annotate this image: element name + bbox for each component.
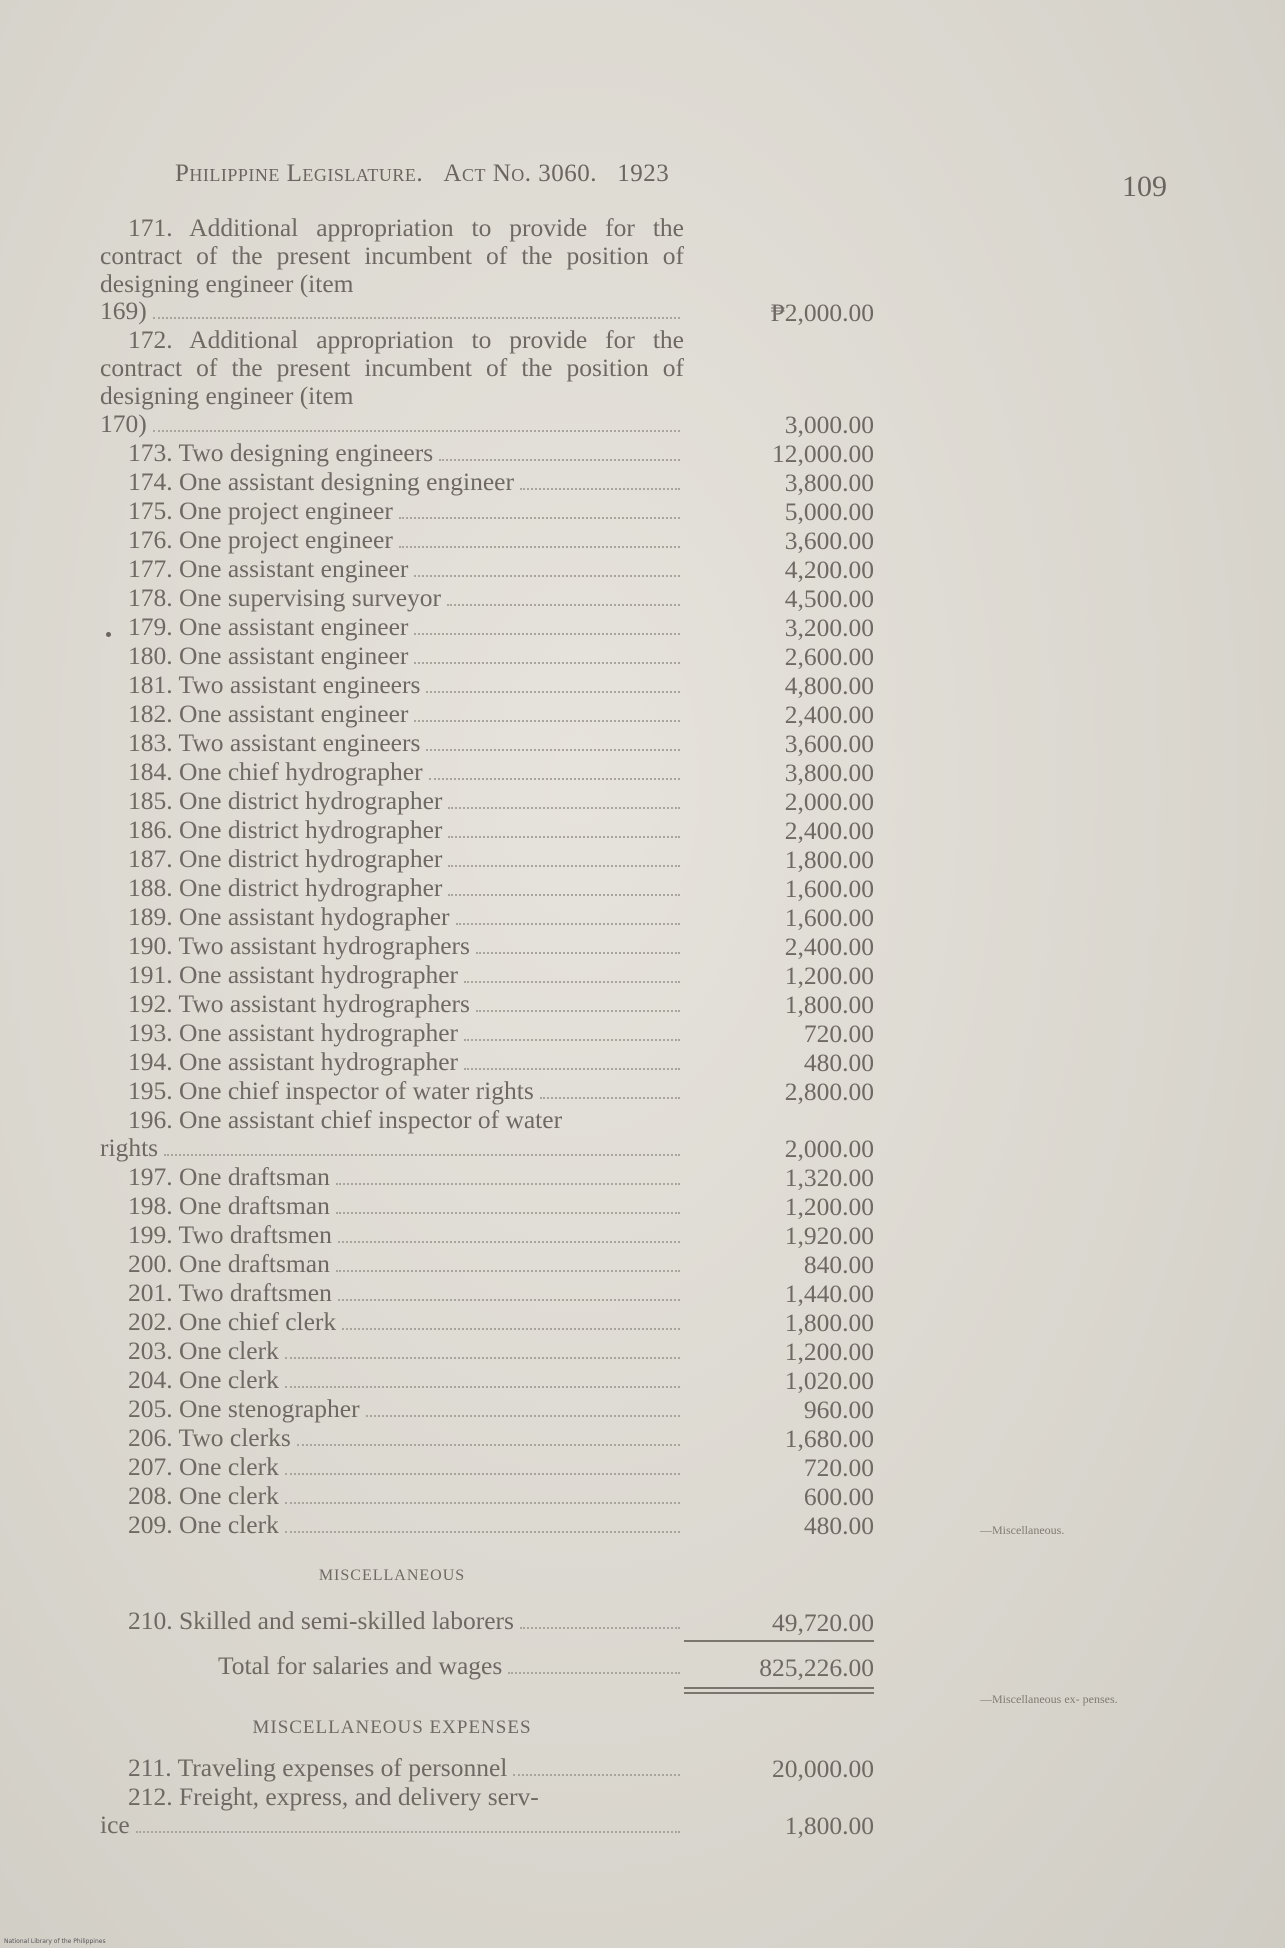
list-item	[100, 845, 880, 874]
section-heading-misc-expenses	[100, 1714, 684, 1742]
list-item	[100, 497, 880, 526]
list-item	[100, 1106, 880, 1163]
list-item	[100, 642, 880, 671]
item-amount: 1,800.00	[784, 1307, 874, 1337]
item-text: 203. One clerk	[128, 1335, 279, 1365]
item-amount: 2,400.00	[784, 815, 874, 845]
list-item	[100, 326, 880, 438]
item-text: 209. One clerk	[128, 1509, 279, 1539]
margin-note-miscellaneous: —Miscellaneous.	[980, 1523, 1065, 1537]
list-item	[100, 1424, 880, 1453]
list-item	[100, 903, 880, 932]
list-item	[100, 1754, 880, 1783]
item-amount: 4,800.00	[784, 670, 874, 700]
item-text: 174. One assistant designing engineer	[128, 466, 514, 496]
item-text: 194. One assistant hydrographer	[128, 1046, 459, 1076]
item-text: 211. Traveling expenses of personnel	[128, 1753, 508, 1783]
item-text-continued: rights	[100, 1132, 159, 1162]
running-title: Philippine Legislature.	[175, 160, 424, 187]
item-amount: 3,800.00	[784, 467, 874, 497]
total-text: Total for salaries and wages	[218, 1651, 503, 1681]
list-item	[100, 1308, 880, 1337]
item-amount: 1,800.00	[784, 844, 874, 874]
item-amount: 2,800.00	[784, 1076, 874, 1106]
list-item	[100, 1337, 880, 1366]
item-text: 197. One draftsman	[128, 1161, 330, 1191]
item-amount: 2,400.00	[784, 699, 874, 729]
subtotal-rule	[684, 1640, 874, 1642]
item-amount: 1,020.00	[784, 1365, 874, 1395]
list-item	[100, 584, 880, 613]
item-text: 204. One clerk	[128, 1364, 279, 1394]
item-amount: 840.00	[803, 1249, 874, 1279]
running-header	[175, 160, 815, 188]
list-item	[100, 700, 880, 729]
item-text-continued: 169)	[100, 296, 147, 326]
list-item	[100, 1511, 880, 1540]
section-heading-miscellaneous	[100, 1562, 684, 1590]
item-text: 210. Skilled and semi-skilled laborers	[128, 1606, 514, 1636]
list-item	[100, 932, 880, 961]
item-text: 195. One chief inspector of water rights	[128, 1075, 534, 1105]
item-amount: 3,800.00	[784, 757, 874, 787]
list-item	[100, 1366, 880, 1395]
item-text: 190. Two assistant hydrographers	[128, 930, 470, 960]
item-text: 201. Two draftsmen	[128, 1277, 332, 1307]
item-amount: 720.00	[803, 1452, 874, 1482]
act-number: Act No. 3060.	[443, 160, 598, 187]
item-amount: 2,600.00	[784, 641, 874, 671]
scan-footer: National Library of the Philippines	[4, 1938, 106, 1945]
total-row	[100, 1652, 880, 1681]
item-text: 208. One clerk	[128, 1480, 279, 1510]
item-text: 184. One chief hydrographer	[128, 756, 423, 786]
item-amount: 4,500.00	[784, 583, 874, 613]
item-amount: 5,000.00	[784, 496, 874, 526]
list-item	[100, 1019, 880, 1048]
list-item	[100, 1221, 880, 1250]
item-text: 200. One draftsman	[128, 1248, 330, 1278]
item-text: 181. Two assistant engineers	[128, 669, 421, 699]
item-amount: 4,200.00	[784, 554, 874, 584]
item-amount: 720.00	[803, 1018, 874, 1048]
item-text: 193. One assistant hydrographer	[128, 1017, 459, 1047]
item-amount: 3,600.00	[784, 525, 874, 555]
item-text: 175. One project engineer	[128, 495, 393, 525]
item-text: 182. One assistant engineer	[128, 698, 409, 728]
list-item	[100, 990, 880, 1019]
item-amount: 1,200.00	[784, 1191, 874, 1221]
item-amount: 49,720.00	[772, 1607, 874, 1637]
item-amount: 1,440.00	[784, 1278, 874, 1308]
list-item	[100, 758, 880, 787]
item-text-continued: 170)	[100, 408, 147, 438]
list-item	[100, 1453, 880, 1482]
item-amount: 1,200.00	[784, 960, 874, 990]
item-amount: 1,320.00	[784, 1162, 874, 1192]
margin-note-misc-expenses: —Miscellaneous ex- penses.	[980, 1692, 1118, 1706]
section-heading-text: MISCELLANEOUS	[318, 1566, 466, 1584]
list-item	[100, 961, 880, 990]
total-amount: 825,226.00	[759, 1652, 874, 1682]
item-text: 198. One draftsman	[128, 1190, 330, 1220]
item-text: 199. Two draftsmen	[128, 1219, 332, 1249]
item-amount: 600.00	[803, 1481, 874, 1511]
item-text: 176. One project engineer	[128, 524, 393, 554]
list-item	[100, 1783, 880, 1840]
item-amount: 1,920.00	[784, 1220, 874, 1250]
item-text: 187. One district hydrographer	[128, 843, 443, 873]
item-amount: 480.00	[803, 1510, 874, 1540]
item-text: 178. One supervising surveyor	[128, 582, 442, 612]
item-text: 212. Freight, express, and delivery serv-	[128, 1782, 539, 1812]
item-amount: 2,000.00	[784, 786, 874, 816]
list-item	[100, 1395, 880, 1424]
list-item	[100, 816, 880, 845]
item-amount: 2,000.00	[784, 1133, 874, 1163]
item-text: 206. Two clerks	[128, 1422, 291, 1452]
item-text-continued: ice	[100, 1809, 130, 1839]
list-item	[100, 1482, 880, 1511]
item-amount: 3,200.00	[784, 612, 874, 642]
item-text: 207. One clerk	[128, 1451, 279, 1481]
item-amount: 480.00	[803, 1047, 874, 1077]
entries-container	[100, 214, 880, 1540]
list-item	[100, 874, 880, 903]
item-text: 173. Two designing engineers	[128, 437, 434, 467]
item-amount: 3,600.00	[784, 728, 874, 758]
item-text: 192. Two assistant hydrographers	[128, 988, 470, 1018]
item-amount: ₱2,000.00	[770, 297, 874, 327]
list-item	[100, 1279, 880, 1308]
item-text: 177. One assistant engineer	[128, 553, 409, 583]
item-text: 189. One assistant hydographer	[128, 901, 450, 931]
item-amount: 1,800.00	[784, 989, 874, 1019]
item-amount: 1,680.00	[784, 1423, 874, 1453]
list-item	[100, 439, 880, 468]
list-item	[100, 729, 880, 758]
list-item	[100, 1163, 880, 1192]
item-text: 196. One assistant chief inspector of water	[128, 1104, 563, 1134]
item-text: 180. One assistant engineer	[128, 640, 409, 670]
item-text: 185. One district hydrographer	[128, 785, 443, 815]
appropriation-list	[100, 213, 1118, 1841]
list-item	[100, 671, 880, 700]
list-item	[100, 1192, 880, 1221]
list-item	[100, 1077, 880, 1106]
list-item	[100, 787, 880, 816]
total-double-rule	[684, 1687, 874, 1694]
item-text: 191. One assistant hydrographer	[128, 959, 459, 989]
section-heading-text: MISCELLANEOUS EXPENSES	[252, 1717, 532, 1739]
item-text: 188. One district hydrographer	[128, 872, 443, 902]
item-amount: 3,000.00	[784, 409, 874, 439]
item-amount: 1,800.00	[784, 1811, 874, 1841]
item-text: 171. Additional appropriation to provide for the contract of the present incumbent of the position of designing engineer (item	[100, 213, 684, 298]
list-item	[100, 468, 880, 497]
list-item	[100, 214, 880, 326]
item-amount: 2,400.00	[784, 931, 874, 961]
list-item	[100, 555, 880, 584]
page-number: 109	[1122, 170, 1167, 203]
year: 1923	[617, 160, 670, 187]
item-text: 172. Additional appropriation to provide for the contract of the present incumbent of the position of designing engineer (item	[100, 325, 684, 410]
item-text: 202. One chief clerk	[128, 1306, 337, 1336]
item-amount: 1,600.00	[784, 873, 874, 903]
list-item	[100, 1048, 880, 1077]
item-amount: 1,600.00	[784, 902, 874, 932]
item-amount: 20,000.00	[772, 1754, 874, 1784]
list-item	[100, 1607, 880, 1636]
list-item	[100, 1250, 880, 1279]
list-item	[100, 613, 880, 642]
item-text: 179. One assistant engineer	[128, 611, 409, 641]
list-item	[100, 526, 880, 555]
item-text: 186. One district hydrographer	[128, 814, 443, 844]
item-amount: 12,000.00	[772, 438, 874, 468]
item-text: 205. One stenographer	[128, 1393, 360, 1423]
item-amount: 1,200.00	[784, 1336, 874, 1366]
item-text: 183. Two assistant engineers	[128, 727, 421, 757]
item-amount: 960.00	[803, 1394, 874, 1424]
